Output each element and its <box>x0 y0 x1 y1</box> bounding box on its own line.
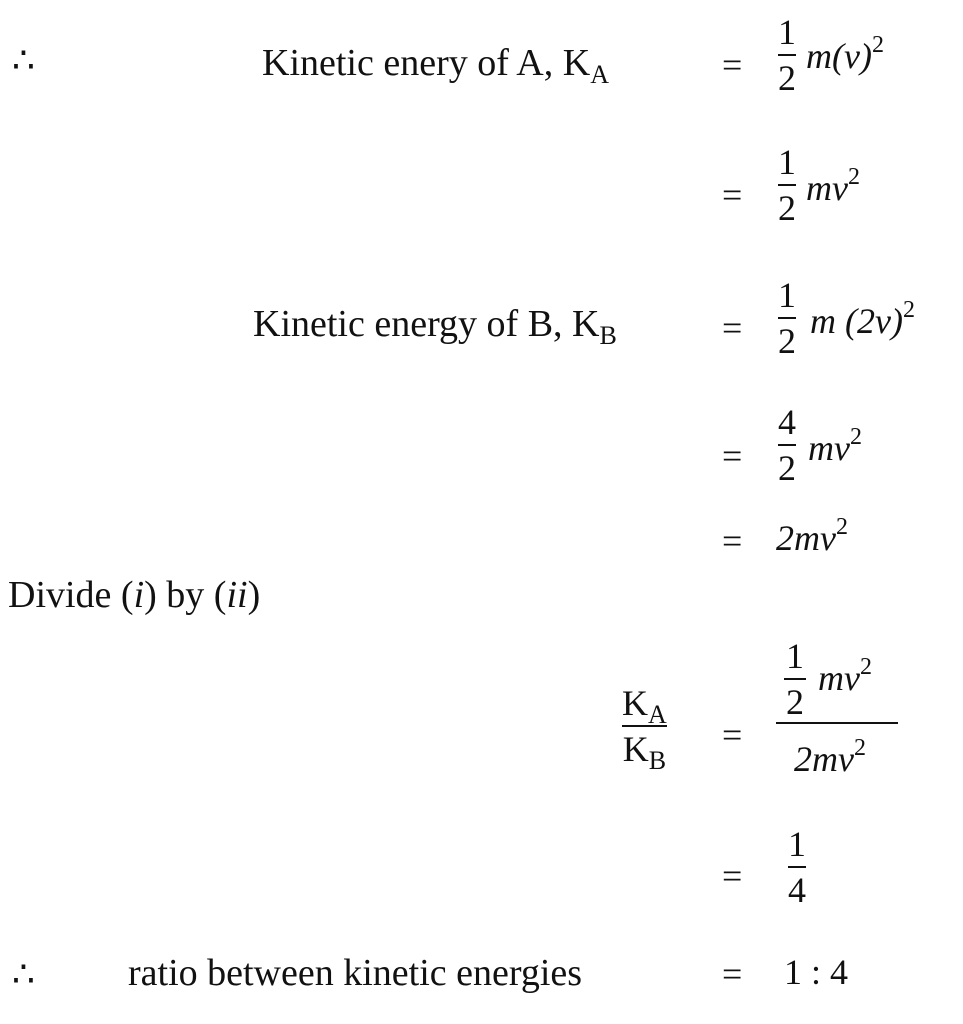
expression-text: mv <box>808 428 850 468</box>
expression-text: 2mv <box>794 739 854 779</box>
divide-second-ref: ii <box>226 574 248 616</box>
divide-prefix: Divide ( <box>8 574 134 616</box>
fraction-numerator: 4 <box>778 402 796 442</box>
fraction-numerator: 1 <box>778 12 796 52</box>
conclusion-value: 1 : 4 <box>784 952 849 992</box>
equals-sign-6: = <box>722 715 743 755</box>
expression-exponent: 2 <box>902 297 915 323</box>
fraction-bar <box>778 317 796 319</box>
fraction-numerator: 1 <box>788 824 806 864</box>
main-fraction-bar <box>776 722 898 724</box>
expression-exponent: 2 <box>853 735 866 761</box>
result-fraction <box>788 826 806 908</box>
fraction-denominator: 2 <box>778 321 796 361</box>
inner-half-fraction <box>784 638 806 720</box>
equals-sign-7: = <box>722 856 743 896</box>
ratio-rhs-fraction <box>776 638 898 788</box>
kb-subscript: B <box>648 746 667 775</box>
ratio-lhs-numerator <box>622 683 667 729</box>
ke-a-simplified-expression <box>806 164 860 208</box>
equals-sign-3: = <box>722 308 743 348</box>
ka-subscript: A <box>648 700 667 729</box>
fraction-denominator: 2 <box>786 682 804 722</box>
expression-exponent: 2 <box>835 514 848 540</box>
ke-a-subscript: A <box>590 60 609 89</box>
fraction-bar <box>778 444 796 446</box>
expression-exponent: 2 <box>859 654 872 680</box>
fraction-numerator: 1 <box>786 636 804 676</box>
fraction-bar <box>778 184 796 186</box>
ke-a-expression <box>806 32 884 76</box>
inner-expression <box>818 654 872 698</box>
ke-a-label-text: Kinetic enery of A, K <box>262 42 591 84</box>
ke-b-expression <box>810 297 915 341</box>
ratio-lhs-denominator <box>622 729 667 775</box>
fraction-bar <box>778 54 796 56</box>
therefore-symbol-top: ∴ <box>12 40 35 80</box>
fraction-half-2 <box>778 144 796 226</box>
equals-sign-1: = <box>722 45 743 85</box>
equals-sign-2: = <box>722 175 743 215</box>
ratio-lhs-fraction <box>622 683 667 775</box>
ke-b-label <box>253 303 617 350</box>
kb-letter: K <box>622 729 649 769</box>
fraction-denominator: 2 <box>778 58 796 98</box>
equals-sign-4: = <box>722 436 743 476</box>
therefore-symbol-bottom: ∴ <box>12 954 35 994</box>
divide-instruction <box>8 576 260 614</box>
fraction-half-1 <box>778 14 796 96</box>
expression-text: mv <box>806 168 848 208</box>
ke-b-label-text: Kinetic energy of B, K <box>253 303 600 345</box>
fraction-denominator: 2 <box>778 448 796 488</box>
ke-b-simplified-expression <box>776 514 848 558</box>
expression-exponent: 2 <box>847 164 860 190</box>
fraction-numerator: 1 <box>778 142 796 182</box>
divide-middle: ) by ( <box>144 574 227 616</box>
divide-suffix: ) <box>247 574 261 616</box>
ka-letter: K <box>622 683 648 723</box>
equals-sign-5: = <box>722 521 743 561</box>
conclusion-text: ratio between kinetic energies <box>128 952 583 994</box>
expression-exponent: 2 <box>871 32 884 58</box>
expression-text: m (2v) <box>810 301 903 341</box>
rhs-denominator <box>794 735 866 779</box>
fraction-bar <box>784 678 806 680</box>
fraction-four-halves <box>778 404 796 486</box>
fraction-denominator: 2 <box>778 188 796 228</box>
expression-text: m(v) <box>806 36 872 76</box>
ke-b-intermediate-expression <box>808 424 862 468</box>
divide-first-ref: i <box>133 574 145 616</box>
fraction-half-3 <box>778 277 796 359</box>
expression-text: 2mv <box>776 518 836 558</box>
fraction-bar <box>788 866 806 868</box>
ke-b-subscript: B <box>599 321 617 350</box>
expression-exponent: 2 <box>849 424 862 450</box>
fraction-numerator: 1 <box>778 275 796 315</box>
ke-a-label <box>262 42 609 89</box>
fraction-denominator: 4 <box>788 870 806 910</box>
expression-text: mv <box>818 658 860 698</box>
equals-sign-8: = <box>722 954 743 994</box>
